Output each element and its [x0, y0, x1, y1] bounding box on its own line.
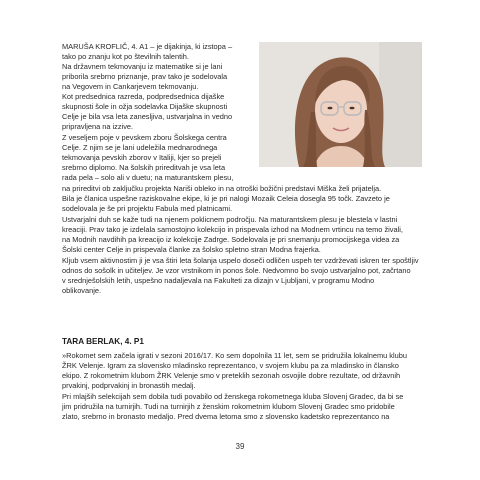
paragraph-line: na Modnih navdihih pa kreacijo iz kolekcije Zadrge. Sodelovala je pri snemanju promocijskega videa za [62, 235, 400, 244]
paragraph-line: Z veseljem poje v pevskem zboru Šolskega centra [62, 133, 227, 142]
paragraph-line: »Rokomet sem začela igrati v sezoni 2016/17. Ko sem dopolnila 11 let, sem se pridružila lokalnemu klubu [62, 351, 407, 360]
paragraph-line: zlato, srebrno in bronasto medaljo. Pred dvema letoma smo z slovensko kadetsko reprezentanco na [62, 412, 390, 421]
student-portrait-photo [259, 42, 422, 167]
paragraph-line: ŽRK Velenje. Igram za slovensko mladinsko reprezentanco, v svojem klubu pa za mladinsko in člansko [62, 361, 399, 370]
section-heading: TARA BERLAK, 4. P1 [62, 337, 144, 346]
paragraph-line: oblikovanje. [62, 286, 102, 295]
paragraph-line: sodelovala je še pri projektu Fabula med platnicami. [62, 204, 233, 213]
paragraph-line: Kot predsednica razreda, podpredsednica dijaške [62, 92, 225, 101]
paragraph-line: skupnosti šole in ožja sodelavka Dijaške skupnosti [62, 102, 228, 111]
paragraph-line: srebrno diplomo. Na šolskih prireditvah je vsa leta [62, 163, 226, 172]
paragraph-line: tako po znanju kot po številnih talentih. [62, 52, 189, 61]
paragraph-line: jim pridružila na turnirjih. Tudi na turnirjih z ženskim rokometnim klubom Slovenj Gradec smo pridobile [62, 402, 395, 411]
paragraph-line: Pri mlajših selekcijah sem dobila tudi povabilo od ženskega rokometnega kluba Slovenj Gradec, da bi se [62, 392, 404, 401]
page-number: 39 [235, 442, 245, 451]
paragraph-line: Na državnem tekmovanju iz matematike si je lani [62, 62, 223, 71]
paragraph-line: priborila srebrno priznanje, prav tako je sodelovala [62, 72, 228, 81]
paragraph-line: Šolski center Celje in prispevala članke za šolsko spletno stran Modna frajerka. [62, 245, 321, 254]
paragraph-line: na Vegovem in Cankarjevem tekmovanju. [62, 82, 199, 91]
paragraph-line: kreaciji. Prav tako je izdelala samostojno kolekcijo in prispevala izhod na Modnem vrtincu na temo živali, [62, 225, 403, 234]
paragraph-line: pripravljena na izzive. [62, 122, 134, 131]
paragraph-line: Bila je članica uspešne raziskovalne ekipe, ki je pri nalogi Mozaik Celeia dosegla 95 točk. Zavzeto je [62, 194, 390, 203]
paragraph-line: na prireditvi ob zaključku projekta Nariši obleko in na otroški božični predstavi Miška želi prijatelja. [62, 184, 382, 193]
paragraph-line: Ustvarjalni duh se kaže tudi na njenem poklicnem področju. Na maturantskem plesu je blestela v lastni [62, 215, 398, 224]
paragraph-line: ekipo. Z rokometnim klubom ŽRK Velenje smo v preteklih sezonah osvojile dobre rezultate, od državnih [62, 371, 401, 380]
paragraph-line: Celje. Z njim se je lani udeležila mednarodnega [62, 143, 218, 152]
paragraph-line: tekmovanja pevskih zborov v Italiji, kjer so prejeli [62, 153, 222, 162]
paragraph-line: prvakinj, podprvakinj in bronastih medalj. [62, 381, 196, 390]
paragraph-line: Kljub vsem aktivnostim ji je vsa štiri leta šolanja uspelo doseči odličen uspeh ter vzdrževati iskren ter spoštljiv [62, 256, 419, 265]
paragraph-line: v srednješolskih letih, uspešno nadaljevala na Fakulteti za dizajn v Ljubljani, v programu Modno [62, 276, 375, 285]
paragraph-line: Celje je bila vsa leta zanesljiva, ustvarjalna in vedno [62, 112, 233, 121]
paragraph-line: MARUŠA KROFLIČ, 4. A1 – je dijakinja, ki izstopa – [62, 42, 233, 51]
paragraph-line: odnos do sošolk in učiteljev. Je vzor vrstnikom in ponos šole. Nedvomno bo svojo ustvarjalno pot, začrtano [62, 266, 411, 275]
portrait-illustration [259, 42, 422, 167]
paragraph-line: rada pela – solo ali v duetu; na maturantskem plesu, [62, 173, 234, 182]
